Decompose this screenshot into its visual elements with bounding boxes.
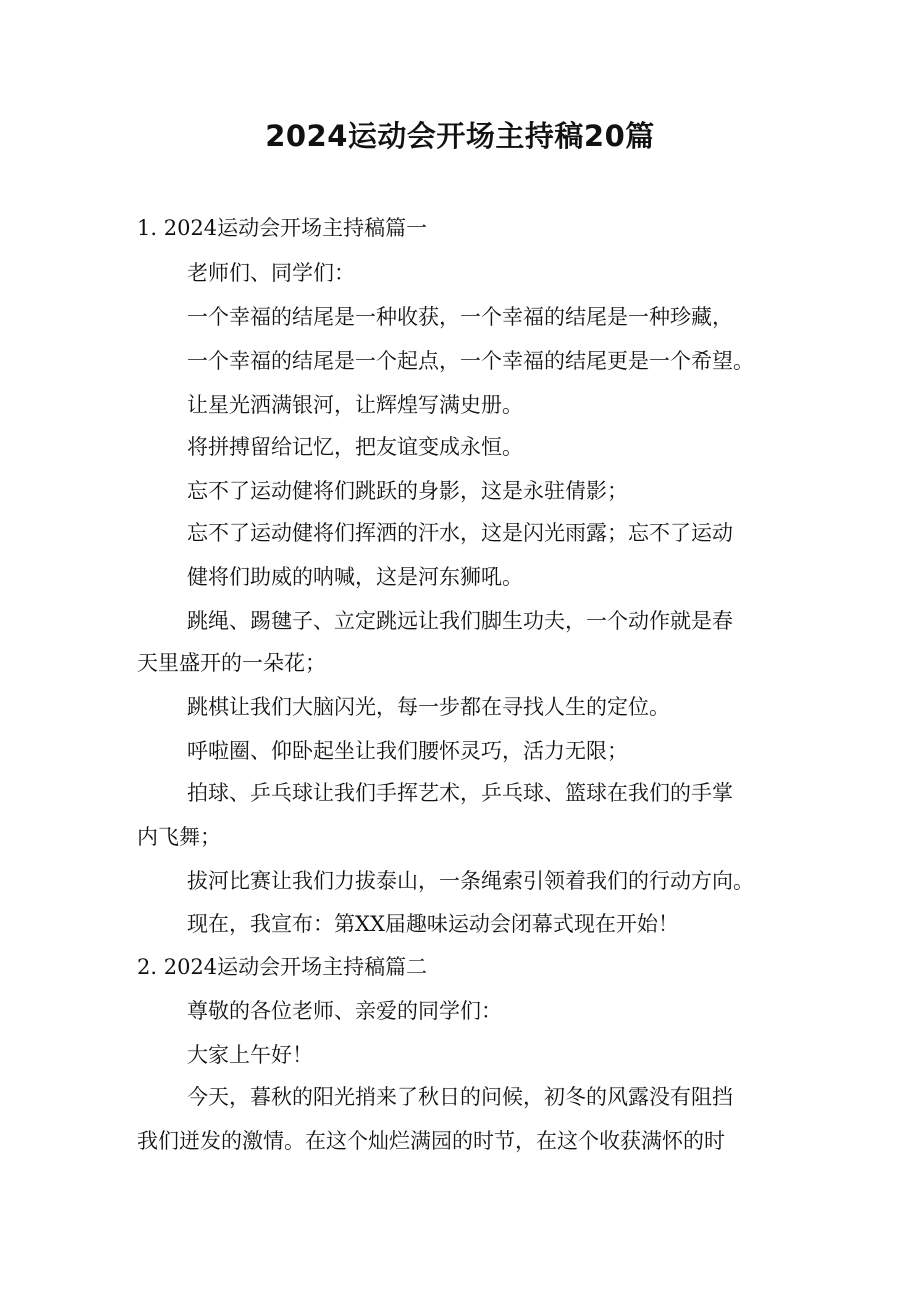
paragraph-line: 现在，我宣布：第XX届趣味运动会闭幕式现在开始！	[187, 912, 679, 936]
paragraph-line: 一个幸福的结尾是一种收获，一个幸福的结尾是一种珍藏，	[187, 305, 733, 329]
paragraph-line: 今天，暮秋的阳光捎来了秋日的问候，初冬的风露没有阻挡	[187, 1085, 733, 1109]
paragraph-line: 一个幸福的结尾是一个起点，一个幸福的结尾更是一个希望。	[187, 349, 754, 373]
paragraph-line: 大家上午好！	[187, 1043, 313, 1067]
paragraph-line: 将拼搏留给记忆，把友谊变成永恒。	[187, 435, 523, 459]
paragraph-line: 尊敬的各位老师、亲爱的同学们：	[187, 999, 502, 1023]
paragraph-line: 跳绳、踢毽子、立定跳远让我们脚生功夫，一个动作就是春	[187, 609, 733, 633]
paragraph-line: 跳棋让我们大脑闪光，每一步都在寻找人生的定位。	[187, 695, 670, 719]
paragraph-line: 拔河比赛让我们力拔泰山，一条绳索引领着我们的行动方向。	[187, 869, 754, 893]
paragraph-line: 拍球、乒乓球让我们手挥艺术，乒乓球、篮球在我们的手掌	[187, 781, 733, 805]
paragraph-line: 我们迸发的激情。在这个灿烂满园的时节，在这个收获满怀的时	[137, 1129, 725, 1153]
paragraph-line: 老师们、同学们：	[187, 261, 355, 285]
paragraph-line: 忘不了运动健将们挥洒的汗水，这是闪光雨露；忘不了运动	[187, 521, 733, 545]
paragraph-line: 呼啦圈、仰卧起坐让我们腰怀灵巧，活力无限；	[187, 739, 628, 763]
paragraph-line: 让星光洒满银河，让辉煌写满史册。	[187, 393, 523, 417]
paragraph-line: 内飞舞；	[137, 825, 221, 849]
paragraph-line: 健将们助威的呐喊，这是河东狮吼。	[187, 565, 523, 589]
paragraph-line: 天里盛开的一朵花；	[137, 651, 326, 675]
section-heading: 1. 2024运动会开场主持稿篇一	[137, 216, 428, 240]
section-heading: 2. 2024运动会开场主持稿篇二	[137, 955, 428, 979]
paragraph-line: 忘不了运动健将们跳跃的身影，这是永驻倩影；	[187, 479, 628, 503]
document-title: 2024运动会开场主持稿20篇	[265, 119, 655, 153]
